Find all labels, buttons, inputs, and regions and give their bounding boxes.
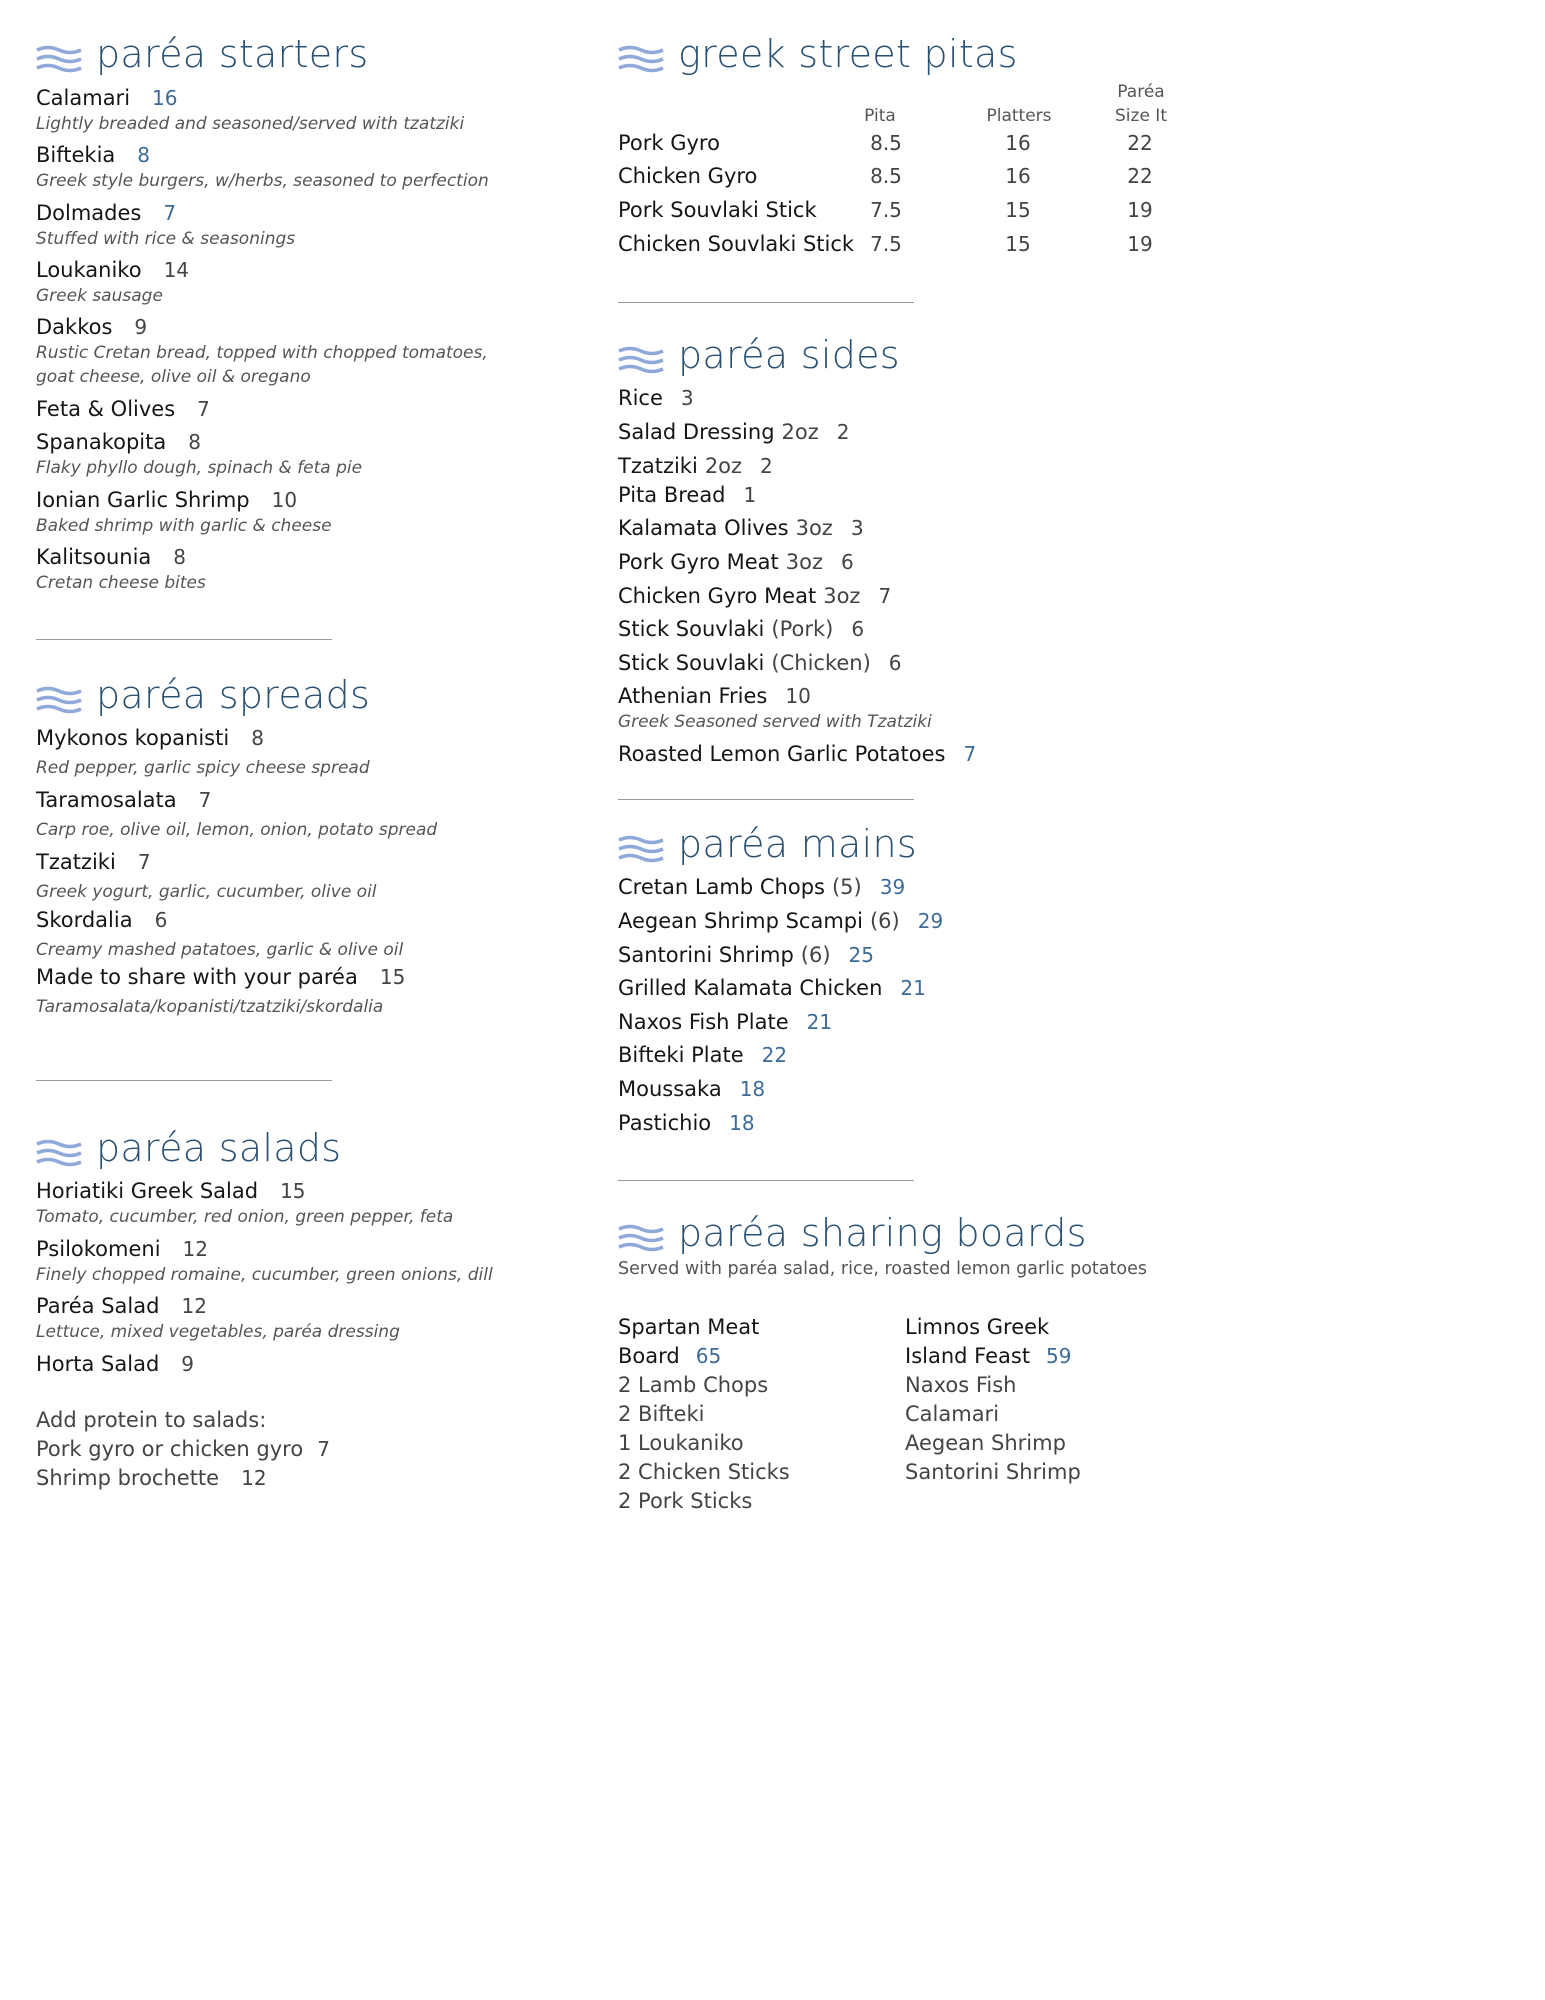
section-title: paréa starters (96, 32, 369, 76)
menu-item (618, 418, 850, 446)
menu-item (36, 543, 206, 571)
column-header-platters: Platters (986, 106, 1052, 126)
list-item (36, 141, 489, 193)
pita-price: 8.5 (870, 164, 902, 188)
item-price: 10 (785, 684, 811, 708)
menu-item (618, 907, 943, 935)
board-item: 2 Bifteki (618, 1402, 705, 1426)
mains-section (618, 822, 1198, 876)
list-item (618, 649, 902, 677)
parea-price: 22 (1127, 164, 1153, 188)
item-description: Cretan cheese bites (36, 573, 206, 593)
section-title: paréa sides (678, 333, 900, 377)
item-price: 3 (680, 386, 694, 410)
menu-item (618, 548, 854, 576)
menu-item (36, 786, 437, 814)
menu-item (618, 682, 932, 710)
pita-name: Chicken Souvlaki Stick (618, 232, 855, 256)
item-name: Athenian Fries (618, 684, 768, 708)
item-description: Taramosalata/kopanisti/tzatziki/skordalia (36, 997, 384, 1017)
item-description: Stuffed with rice & seasonings (36, 229, 296, 249)
list-item (618, 452, 773, 480)
item-description: Greek style burgers, w/herbs, seasoned to perfection (36, 171, 489, 191)
list-item (618, 548, 854, 576)
protein-item (36, 1435, 330, 1464)
item-size: (6) (869, 909, 900, 933)
list-item (36, 486, 332, 538)
item-price: 12 (182, 1237, 208, 1261)
item-price: 15 (379, 965, 406, 989)
item-price: 7 (198, 788, 212, 812)
menu-item (618, 649, 902, 677)
item-name: Pork Gyro Meat (618, 550, 779, 574)
item-size: 3oz (785, 550, 824, 574)
item-description: Lightly breaded and seasoned/served with tzatziki (36, 114, 465, 134)
list-item (36, 84, 464, 136)
protein-heading: Add protein to salads: (36, 1408, 267, 1432)
item-price: 9 (134, 315, 148, 339)
menu-item (618, 615, 864, 643)
list-item (618, 1041, 787, 1069)
item-description: Greek sausage (36, 286, 163, 306)
pita-name: Pork Gyro (618, 131, 720, 155)
item-name: Pastichio (618, 1111, 712, 1135)
item-description: Lettuce, mixed vegetables, paréa dressing (36, 1322, 400, 1342)
item-size: 2oz (781, 420, 819, 444)
sides-section (618, 333, 1198, 387)
menu-item (36, 395, 210, 423)
item-price: 7 (163, 201, 177, 225)
column-header-pita: Pita (864, 106, 896, 126)
item-size: (Chicken) (771, 651, 871, 675)
list-item (618, 418, 850, 446)
item-price: 6 (888, 651, 902, 675)
menu-item (36, 428, 362, 456)
item-name: Loukaniko (36, 258, 142, 282)
list-item (618, 907, 943, 935)
menu-item (36, 724, 370, 752)
item-price: 25 (848, 943, 874, 967)
item-description: Finely chopped romaine, cucumber, green onions, dill (36, 1265, 493, 1285)
starters-section (36, 32, 556, 86)
board-item: 1 Loukaniko (618, 1431, 744, 1455)
item-name: Psilokomeni (36, 1237, 161, 1261)
platter-price: 16 (1005, 131, 1031, 155)
item-price: 10 (271, 488, 298, 512)
item-price: 21 (806, 1010, 833, 1034)
item-name: Dolmades (36, 201, 142, 225)
menu-item (618, 514, 864, 542)
protein-item-name: Shrimp brochette (36, 1466, 220, 1490)
divider (618, 799, 914, 800)
item-price: 6 (154, 908, 168, 932)
item-price: 15 (280, 1179, 306, 1203)
item-description: Rustic Cretan bread, topped with chopped tomatoes, (36, 343, 488, 363)
waves-icon (618, 834, 664, 864)
boards-subtitle: Served with paréa salad, rice, roasted lemon garlic potatoes (618, 1259, 1147, 1279)
list-item (36, 963, 405, 1019)
section-title: paréa sharing boards (678, 1211, 1087, 1255)
item-price: 7 (878, 584, 892, 608)
board-name: Board (618, 1344, 680, 1368)
menu-item (36, 963, 405, 991)
item-name: Tzatziki (36, 850, 116, 874)
item-name: Ionian Garlic Shrimp (36, 488, 250, 512)
board-item: Santorini Shrimp (905, 1460, 1081, 1484)
list-item (618, 1109, 755, 1137)
item-price: 3 (850, 516, 864, 540)
item-price: 29 (917, 909, 944, 933)
list-item (36, 1235, 493, 1287)
list-item (36, 786, 437, 842)
item-description: Carp roe, olive oil, lemon, onion, potato spread (36, 820, 438, 840)
menu-item (36, 256, 189, 284)
item-size: 3oz (795, 516, 833, 540)
item-price: 7 (197, 397, 210, 421)
item-name: Spanakopita (36, 430, 167, 454)
item-price: 8 (251, 726, 264, 750)
item-price: 6 (851, 617, 865, 641)
menu-item (618, 1109, 755, 1137)
waves-icon (36, 1138, 82, 1168)
divider (36, 639, 332, 640)
parea-price: 22 (1127, 131, 1153, 155)
salads-section (36, 1126, 556, 1180)
menu-item (618, 1075, 765, 1103)
column-header-parea: Paréa (1117, 82, 1165, 102)
item-name: Rice (618, 386, 663, 410)
item-description: Creamy mashed patatoes, garlic & olive oil (36, 940, 404, 960)
board-name: Island Feast (905, 1344, 1031, 1368)
item-price: 18 (739, 1077, 766, 1101)
item-price: 8 (137, 143, 151, 167)
list-item (618, 481, 756, 509)
item-price: 12 (181, 1294, 207, 1318)
divider (618, 302, 914, 303)
menu-item (618, 452, 773, 480)
menu-item (36, 313, 488, 341)
column-header-size-it: Size It (1115, 106, 1167, 126)
menu-item (618, 974, 926, 1002)
protein-item-price: 7 (317, 1437, 330, 1461)
list-item (618, 1075, 765, 1103)
list-item (36, 199, 295, 251)
item-price: 18 (729, 1111, 755, 1135)
item-name: Tzatziki (618, 454, 698, 478)
menu-item (618, 384, 694, 412)
item-price: 22 (761, 1043, 788, 1067)
item-price: 8 (188, 430, 201, 454)
board-item: 2 Chicken Sticks (618, 1460, 790, 1484)
protein-addon (36, 1406, 330, 1493)
list-item (36, 256, 189, 308)
section-title: paréa mains (678, 822, 917, 866)
item-name: Paréa Salad (36, 1294, 160, 1318)
item-price: 6 (841, 550, 854, 574)
menu-item (618, 1008, 832, 1036)
item-price: 8 (173, 545, 187, 569)
platter-price: 16 (1005, 164, 1031, 188)
sharing-board (905, 1313, 1081, 1487)
menu-item (36, 199, 295, 227)
item-name: Stick Souvlaki (618, 651, 765, 675)
sharing-board (618, 1313, 790, 1516)
menu-item (36, 1235, 493, 1263)
item-description: Greek Seasoned served with Tzatziki (618, 712, 932, 732)
pita-name: Chicken Gyro (618, 164, 758, 188)
platter-price: 15 (1005, 232, 1031, 256)
item-name: Horta Salad (36, 1352, 160, 1376)
item-name: Calamari (36, 86, 131, 110)
item-name: Taramosalata (36, 788, 177, 812)
menu-item (618, 582, 891, 610)
board-item: Calamari (905, 1402, 1000, 1426)
item-name: Roasted Lemon Garlic Potatoes (618, 742, 946, 766)
pita-row (618, 198, 1198, 228)
item-name: Salad Dressing (618, 420, 775, 444)
item-price: 1 (743, 483, 757, 507)
item-name: Cretan Lamb Chops (618, 875, 825, 899)
list-item (36, 395, 210, 423)
item-name: Feta & Olives (36, 397, 176, 421)
item-name: Skordalia (36, 908, 133, 932)
item-name: Dakkos (36, 315, 113, 339)
board-name: Limnos Greek (905, 1315, 1050, 1339)
menu-item (36, 141, 489, 169)
item-description: Tomato, cucumber, red onion, green pepper, feta (36, 1207, 454, 1227)
list-item (618, 1008, 832, 1036)
list-item (36, 428, 362, 480)
list-item (36, 1177, 453, 1229)
board-item: 2 Lamb Chops (618, 1373, 769, 1397)
board-item: Naxos Fish (905, 1373, 1017, 1397)
item-name: Aegean Shrimp Scampi (618, 909, 863, 933)
item-description: Baked shrimp with garlic & cheese (36, 516, 332, 536)
board-item: Aegean Shrimp (905, 1431, 1066, 1455)
board-price: 65 (695, 1344, 722, 1368)
board-item: 2 Pork Sticks (618, 1489, 753, 1513)
board-name: Spartan Meat (618, 1315, 760, 1339)
boards-section (618, 1211, 1198, 1265)
item-name: Moussaka (618, 1077, 722, 1101)
pita-row (618, 164, 1198, 194)
protein-item-price: 12 (241, 1466, 267, 1490)
item-size: 2oz (704, 454, 743, 478)
section-title: paréa salads (96, 1126, 342, 1170)
section-title: paréa spreads (96, 673, 371, 717)
item-price: 7 (137, 850, 151, 874)
waves-icon (36, 685, 82, 715)
item-name: Pita Bread (618, 483, 726, 507)
item-description: Greek yogurt, garlic, cucumber, olive oil (36, 882, 377, 902)
menu-item (36, 1292, 400, 1320)
menu-item (36, 84, 464, 112)
item-price: 21 (900, 976, 926, 1000)
item-size: (5) (831, 875, 862, 899)
item-price: 7 (963, 742, 977, 766)
list-item (618, 740, 976, 768)
pita-row (618, 131, 1198, 161)
list-item (618, 682, 932, 734)
list-item (36, 724, 370, 780)
item-name: Mykonos kopanisti (36, 726, 230, 750)
list-item (618, 582, 891, 610)
item-size: (Pork) (771, 617, 834, 641)
divider (618, 1180, 914, 1181)
item-price: 16 (152, 86, 178, 110)
list-item (618, 384, 694, 412)
menu-item (618, 941, 874, 969)
menu-item (36, 486, 332, 514)
item-size: (6) (800, 943, 831, 967)
board-name-line (618, 1342, 790, 1371)
section-title: greek street pitas (678, 32, 1018, 76)
waves-icon (618, 44, 664, 74)
list-item (36, 906, 403, 962)
protein-item-name: Pork gyro or chicken gyro (36, 1437, 304, 1461)
item-name: Biftekia (36, 143, 116, 167)
item-size: 3oz (823, 584, 861, 608)
item-name: Stick Souvlaki (618, 617, 765, 641)
waves-icon (618, 345, 664, 375)
list-item (618, 615, 864, 643)
board-name-line (905, 1342, 1081, 1371)
item-description: Red pepper, garlic spicy cheese spread (36, 758, 370, 778)
list-item (36, 848, 377, 904)
item-price: 2 (836, 420, 850, 444)
waves-icon (618, 1223, 664, 1253)
list-item (36, 1350, 194, 1378)
item-price: 2 (760, 454, 773, 478)
pita-price: 7.5 (870, 232, 902, 256)
menu-item (36, 848, 377, 876)
list-item (36, 543, 206, 595)
item-description: goat cheese, olive oil & oregano (36, 367, 311, 387)
menu-item (36, 1177, 453, 1205)
list-item (618, 974, 926, 1002)
list-item (36, 313, 488, 389)
item-price: 39 (879, 875, 906, 899)
list-item (618, 873, 905, 901)
pita-price: 8.5 (870, 131, 902, 155)
board-price: 59 (1046, 1344, 1072, 1368)
item-name: Grilled Kalamata Chicken (618, 976, 883, 1000)
divider (36, 1080, 332, 1081)
list-item (36, 1292, 400, 1344)
item-price: 14 (163, 258, 190, 282)
protein-item (36, 1464, 330, 1493)
item-name: Naxos Fish Plate (618, 1010, 789, 1034)
pitas-section (618, 32, 1198, 86)
menu-item (618, 481, 756, 509)
pita-row (618, 232, 1198, 262)
pita-price: 7.5 (870, 198, 902, 222)
item-description: Flaky phyllo dough, spinach & feta pie (36, 458, 363, 478)
waves-icon (36, 44, 82, 74)
pita-name: Pork Souvlaki Stick (618, 198, 817, 222)
item-price: 9 (181, 1352, 195, 1376)
parea-price: 19 (1127, 198, 1153, 222)
menu-item (36, 1350, 194, 1378)
item-name: Kalitsounia (36, 545, 152, 569)
parea-price: 19 (1127, 232, 1153, 256)
list-item (618, 941, 874, 969)
item-name: Horiatiki Greek Salad (36, 1179, 259, 1203)
menu-item (618, 1041, 787, 1069)
platter-price: 15 (1005, 198, 1031, 222)
spreads-section (36, 673, 556, 727)
item-name: Santorini Shrimp (618, 943, 794, 967)
item-name: Bifteki Plate (618, 1043, 744, 1067)
item-name: Kalamata Olives (618, 516, 789, 540)
menu-item (618, 873, 905, 901)
menu-item (36, 906, 403, 934)
item-name: Chicken Gyro Meat (618, 584, 817, 608)
item-name: Made to share with your paréa (36, 965, 358, 989)
list-item (618, 514, 864, 542)
menu-item (618, 740, 976, 768)
